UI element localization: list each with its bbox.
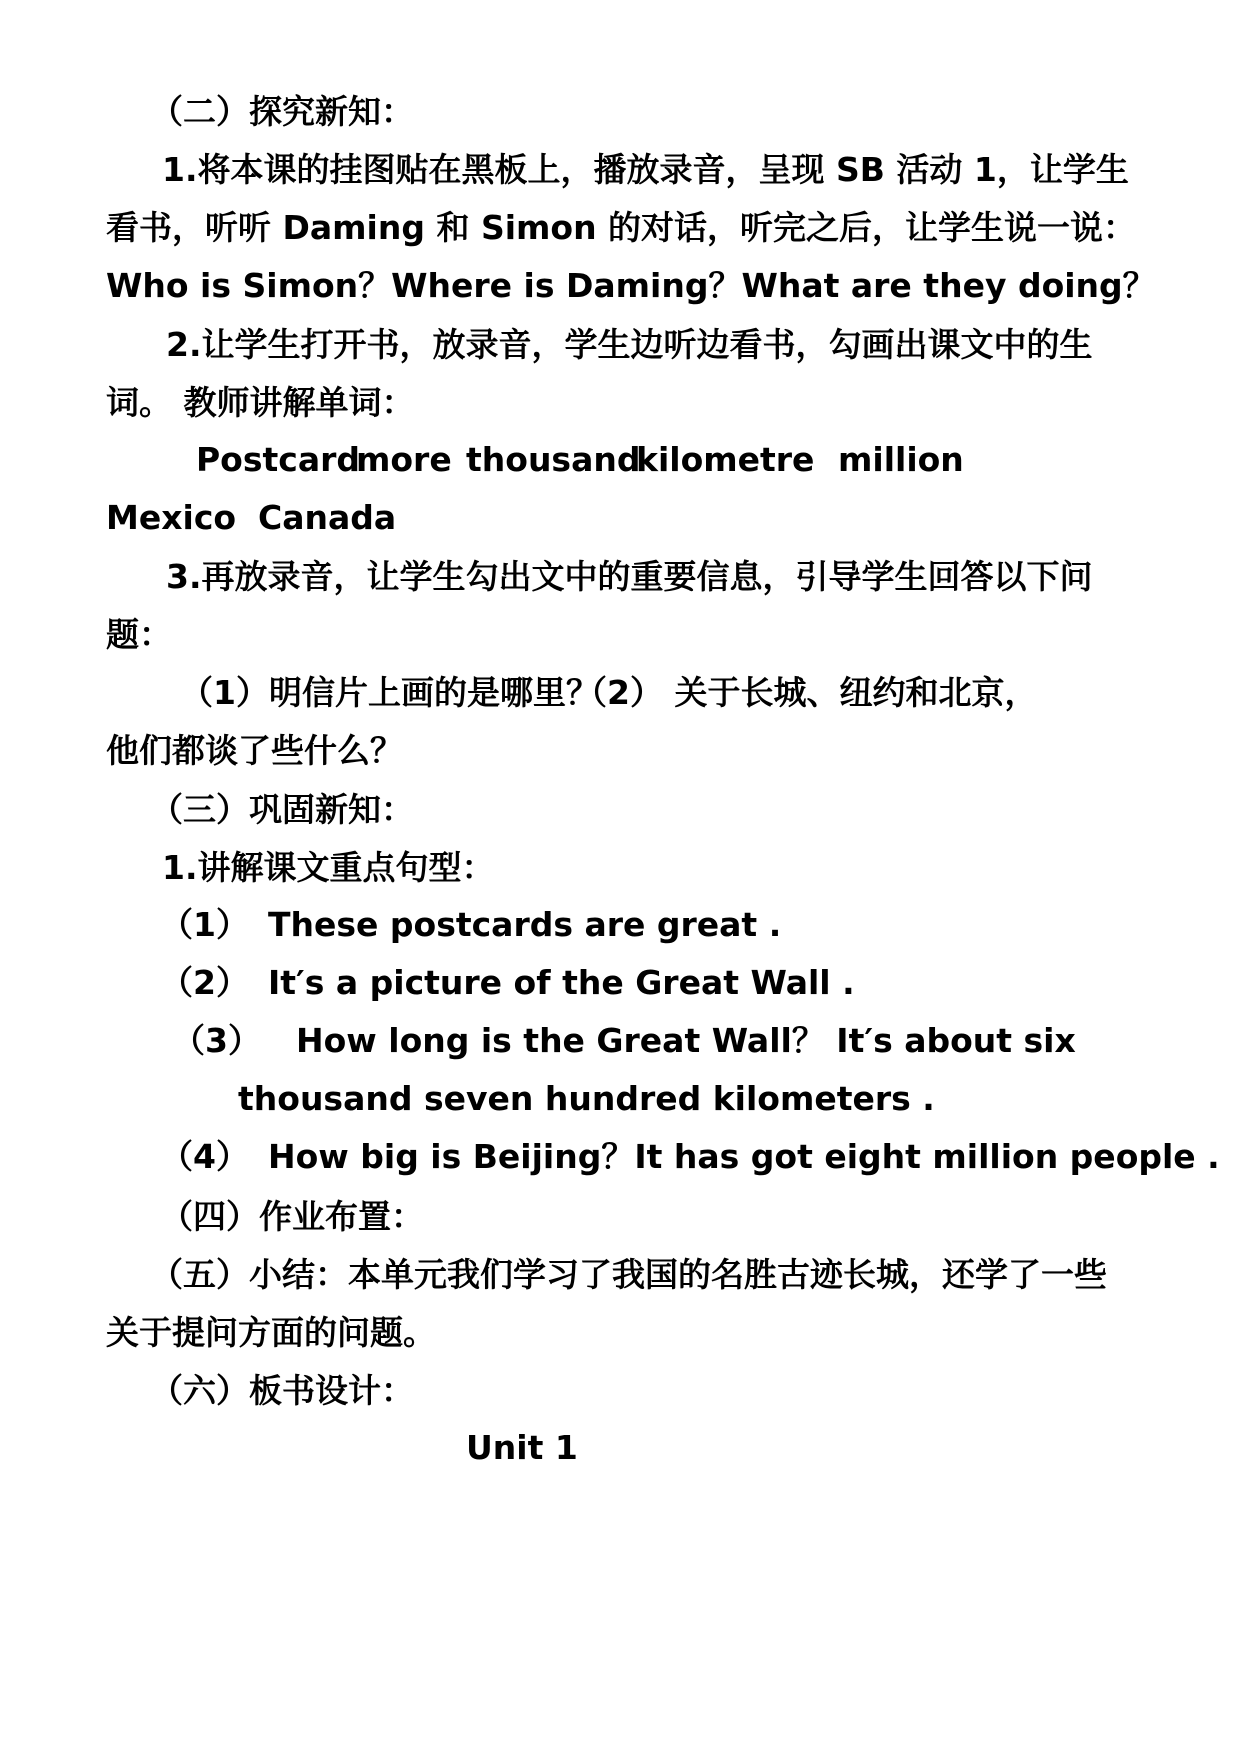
vocab-word: kilometre xyxy=(636,440,815,479)
sentence-text: It′s a picture of the Great Wall . xyxy=(268,963,855,1002)
vocab-word: million xyxy=(838,440,964,479)
sentence-text: These postcards are great . xyxy=(268,905,782,944)
sentence-text-cont: thousand seven hundred kilometers . xyxy=(238,1079,935,1118)
step3-question1: （1）明信片上画的是哪里？ xyxy=(180,673,599,712)
vocab-word: thousand xyxy=(466,440,641,479)
step1-line3: Who is Simon？Where is Daming？What are they doing？ xyxy=(106,266,1156,305)
section2-heading: （二）探究新知： xyxy=(150,92,414,131)
step3-line2: 题： xyxy=(106,615,172,654)
step1-line1: 1.将本课的挂图贴在黑板上，播放录音，呈现 SB 活动 1，让学生 xyxy=(162,150,1129,189)
section3-heading: （三）巩固新知： xyxy=(150,790,414,829)
section4-heading: （四）作业布置： xyxy=(160,1197,424,1236)
vocab-word: Canada xyxy=(258,498,397,537)
step3-question2-cont: 他们都谈了些什么？ xyxy=(106,731,403,770)
section5-line1: （五）小结：本单元我们学习了我国的名胜古迹长城，还学了一些 xyxy=(150,1255,1107,1294)
sentence-number: （3） xyxy=(172,1021,261,1060)
sentence-number: （1） xyxy=(160,905,249,944)
step3-line1: 3.再放录音，让学生勾出文中的重要信息，引导学生回答以下问 xyxy=(166,557,1093,596)
vocab-word: Postcard xyxy=(196,440,361,479)
step3-question2: （2） 关于长城、纽约和北京， xyxy=(574,673,1038,712)
step2-line1: 2.让学生打开书，放录音，学生边听边看书，勾画出课文中的生 xyxy=(166,325,1093,364)
sentence-number: （4） xyxy=(160,1137,249,1176)
step2-line2: 词。 教师讲解单词： xyxy=(106,383,415,422)
section6-heading: （六）板书设计： xyxy=(150,1371,414,1410)
section3-step1: 1.讲解课文重点句型： xyxy=(162,848,495,887)
vocab-word: more xyxy=(356,440,452,479)
section5-line2: 关于提问方面的问题。 xyxy=(106,1313,436,1352)
sentence-text: How big is Beijing？It has got eight million people . xyxy=(268,1137,1220,1176)
vocab-word: Mexico xyxy=(106,498,237,537)
board-title: Unit 1 xyxy=(466,1428,578,1467)
sentence-number: （2） xyxy=(160,963,249,1002)
step1-line2: 看书，听听 Daming 和 Simon 的对话，听完之后，让学生说一说： xyxy=(106,208,1137,247)
sentence-text: How long is the Great Wall？ It′s about six xyxy=(296,1021,1076,1060)
